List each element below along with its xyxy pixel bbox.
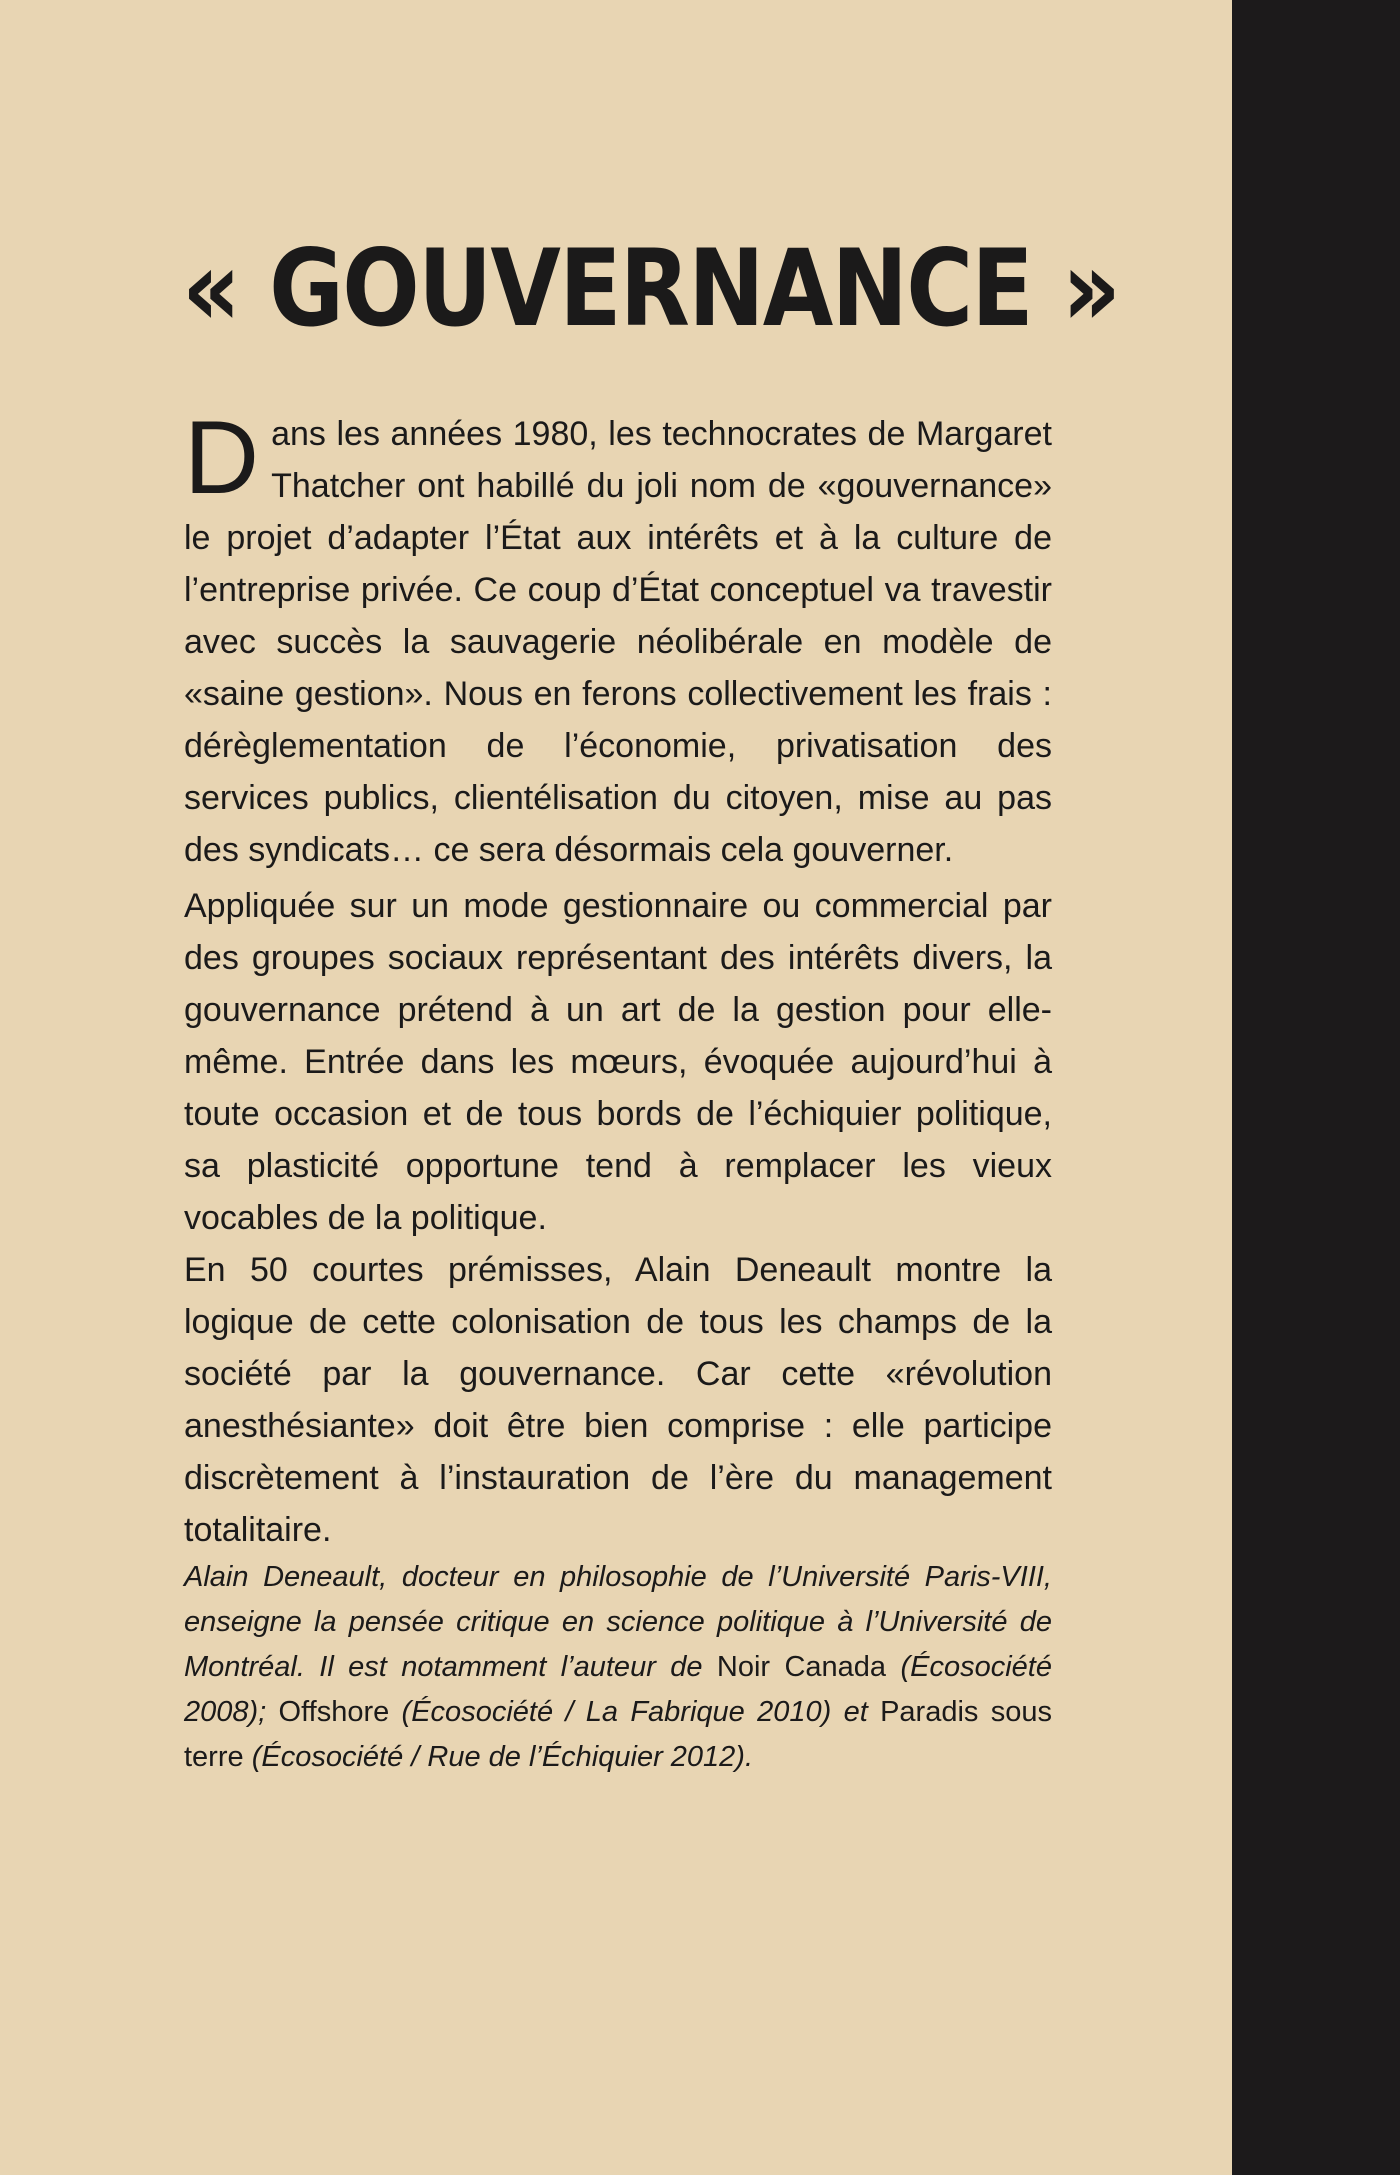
bio-text-2: (Écosociété 2008); (184, 1651, 1052, 1728)
book-spine (1232, 0, 1400, 2175)
bio-book-offshore: Offshore (278, 1696, 390, 1728)
author-bio (184, 1555, 1052, 1780)
bio-text-1: Alain Deneault, docteur en philosophie de l’Université Paris-VIII, enseigne la pensée critique en science politique à l’Université de Montréal. Il est notamment l’auteur de (184, 1561, 1052, 1683)
drop-cap: D (184, 400, 260, 516)
paragraph-third: En 50 courtes prémisses, Alain Deneault montre la logique de cette colonisation de tous les champs de la société par la gouvernance. Car cette «révolution anesthésiante» doit être bien comprise : elle participe discrètement à l’instauration de l’ère du management totalitaire. (184, 1251, 1052, 1549)
paragraph-intro-text: ans les années 1980, les technocrates de Margaret Thatcher ont habillé du joli nom de «gouvernance» le projet d’adapter l’État aux intérêts et à la culture de l’entreprise privée. Ce coup d’État conceptuel va travestir avec succès la sauvagerie néolibérale en modèle de «saine gestion». Nous en ferons collectivement les frais : dérèglementation de l’économie, privatisation des services publics, clientélisation du citoyen, mise au pas des syndicats… ce sera désormais cela gouverner. (184, 415, 1052, 869)
paragraph-intro (184, 400, 1052, 876)
bio-text-3: (Écosociété / La Fabrique 2010) et (389, 1696, 881, 1728)
book-title: « GOUVERNANCE » (182, 227, 1120, 350)
bio-book-noir-canada: Noir Canada (716, 1651, 887, 1683)
bio-text-4: (Écosociété / Rue de l’Échiquier 2012). (243, 1741, 754, 1773)
paragraph-second: Appliquée sur un mode gestionnaire ou commercial par des groupes sociaux représentant des intérêts divers, la gouvernance prétend à un art de la gestion pour elle-même. Entrée dans les mœurs, évoquée aujourd’hui à toute occasion et de tous bords de l’échiquier politique, sa plasticité opportune tend à remplacer les vieux vocables de la politique. (184, 887, 1052, 1237)
bio-book-paradis: Paradis sous terre (184, 1696, 1052, 1773)
